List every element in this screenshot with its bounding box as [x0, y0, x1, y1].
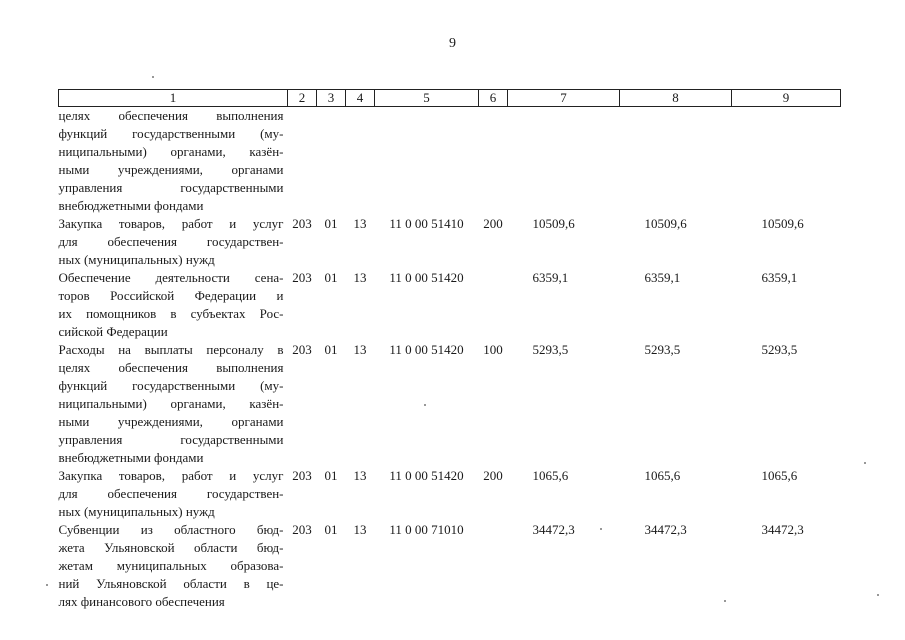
target-article-cell: 11 0 00 51420: [389, 270, 464, 285]
amount-col9-cell: 5293,5: [761, 342, 798, 357]
amount-col9-cell: [732, 107, 841, 216]
row-name-line: внебюджетными фондами: [58, 198, 204, 213]
amount-col8-cell: 5293,5: [644, 342, 681, 357]
row-name-line: ными учреждениями, органами: [58, 162, 284, 177]
row-name-line: Обеспечение деятельности сена-: [58, 270, 284, 285]
amount-col7-cell: 5293,5: [532, 342, 569, 357]
row-name-line: управления государственными: [58, 180, 284, 195]
section-cell: 01: [324, 270, 338, 285]
subsection-cell: 13: [353, 270, 367, 285]
row-name-cell: [59, 341, 288, 467]
section-cell: 01: [324, 342, 338, 357]
scan-speck: [724, 600, 726, 602]
expense-type-cell: [479, 269, 508, 341]
row-name-line: сийской Федерации: [58, 324, 168, 339]
row-name-line: Закупка товаров, работ и услуг: [58, 216, 284, 231]
table-row: [59, 269, 841, 341]
admin-code-cell: 203: [292, 216, 312, 231]
amount-col8-cell: 34472,3: [644, 522, 687, 537]
row-name-line: целях обеспечения выполнения: [58, 360, 284, 375]
row-name-cell: [59, 215, 288, 269]
section-cell: 01: [324, 468, 338, 483]
row-name-line: ных (муниципальных) нужд: [58, 504, 215, 519]
amount-col8-cell: [620, 107, 732, 216]
row-name-line: для обеспечения государствен-: [58, 234, 284, 249]
target-article-cell: [375, 107, 479, 216]
column-header-3: 3: [317, 90, 346, 107]
column-header-5: 5: [375, 90, 479, 107]
column-header-2: 2: [288, 90, 317, 107]
row-name-line: их помощников в субъектах Рос-: [58, 306, 284, 321]
amount-col7-cell: 6359,1: [532, 270, 569, 285]
target-article-cell: 11 0 00 51420: [389, 468, 464, 483]
subsection-cell: 13: [353, 522, 367, 537]
row-name-line: целях обеспечения выполнения: [58, 108, 284, 123]
target-article-cell: 11 0 00 71010: [389, 522, 464, 537]
row-name-line: ниципальными) органами, казён-: [58, 144, 284, 159]
row-name-line: функций государственными (му-: [58, 126, 284, 141]
table-row: [59, 341, 841, 467]
table-header-row: [59, 90, 841, 107]
amount-col7-cell: 34472,3: [532, 522, 575, 537]
subsection-cell: 13: [353, 216, 367, 231]
expense-type-cell: [479, 107, 508, 216]
amount-col7-cell: 10509,6: [532, 216, 575, 231]
scan-speck: [152, 76, 154, 78]
column-header-4: 4: [346, 90, 375, 107]
row-name-line: Закупка товаров, работ и услуг: [58, 468, 284, 483]
amount-col7-cell: [508, 107, 620, 216]
table-body: [59, 107, 841, 612]
column-header-1: 1: [59, 90, 288, 107]
row-name-cell: [59, 521, 288, 611]
row-name-line: внебюджетными фондами: [58, 450, 204, 465]
scan-speck: [877, 594, 879, 596]
amount-col9-cell: 10509,6: [761, 216, 804, 231]
row-name-line: для обеспечения государствен-: [58, 486, 284, 501]
scan-speck: [864, 462, 866, 464]
row-name-line: ными учреждениями, органами: [58, 414, 284, 429]
row-name-line: жета Ульяновской области бюд-: [58, 540, 284, 555]
row-name-line: функций государственными (му-: [58, 378, 284, 393]
section-cell: 01: [324, 522, 338, 537]
row-name-line: лях финансового обеспечения: [58, 594, 225, 609]
table-row: [59, 467, 841, 521]
expense-type-cell: 200: [483, 216, 503, 231]
subsection-cell: [346, 107, 375, 216]
subsection-cell: 13: [353, 468, 367, 483]
expense-type-cell: 200: [483, 468, 503, 483]
column-header-9: 9: [732, 90, 841, 107]
column-header-7: 7: [508, 90, 620, 107]
amount-col8-cell: 6359,1: [644, 270, 681, 285]
subsection-cell: 13: [353, 342, 367, 357]
target-article-cell: 11 0 00 51410: [389, 216, 464, 231]
section-cell: 01: [324, 216, 338, 231]
amount-col7-cell: 1065,6: [532, 468, 569, 483]
expense-type-cell: 100: [483, 342, 503, 357]
row-name-line: Субвенции из областного бюд-: [58, 522, 284, 537]
table-row: [59, 521, 841, 611]
budget-table: [58, 89, 841, 611]
page-number: 9: [449, 36, 456, 51]
admin-code-cell: 203: [292, 270, 312, 285]
row-name-line: управления государственными: [58, 432, 284, 447]
scan-speck: [424, 404, 426, 406]
column-header-8: 8: [620, 90, 732, 107]
amount-col9-cell: 1065,6: [761, 468, 798, 483]
row-name-line: ных (муниципальных) нужд: [58, 252, 215, 267]
amount-col8-cell: 10509,6: [644, 216, 687, 231]
amount-col9-cell: 6359,1: [761, 270, 798, 285]
row-name-cell: [59, 107, 288, 216]
row-name-line: жетам муниципальных образова-: [58, 558, 284, 573]
scan-speck: [600, 528, 602, 530]
admin-code-cell: 203: [292, 342, 312, 357]
column-header-6: 6: [479, 90, 508, 107]
row-name-line: торов Российской Федерации и: [58, 288, 284, 303]
row-name-line: ниципальными) органами, казён-: [58, 396, 284, 411]
row-name-line: ний Ульяновской области в це-: [58, 576, 284, 591]
target-article-cell: 11 0 00 51420: [389, 342, 464, 357]
expense-type-cell: [479, 521, 508, 611]
section-cell: [317, 107, 346, 216]
row-name-cell: [59, 467, 288, 521]
row-name-line: Расходы на выплаты персоналу в: [58, 342, 284, 357]
table-row: [59, 107, 841, 216]
admin-code-cell: 203: [292, 468, 312, 483]
amount-col9-cell: 34472,3: [761, 522, 804, 537]
row-name-cell: [59, 269, 288, 341]
amount-col8-cell: 1065,6: [644, 468, 681, 483]
scan-speck: [46, 584, 48, 586]
admin-code-cell: 203: [292, 522, 312, 537]
table-row: [59, 215, 841, 269]
admin-code-cell: [288, 107, 317, 216]
